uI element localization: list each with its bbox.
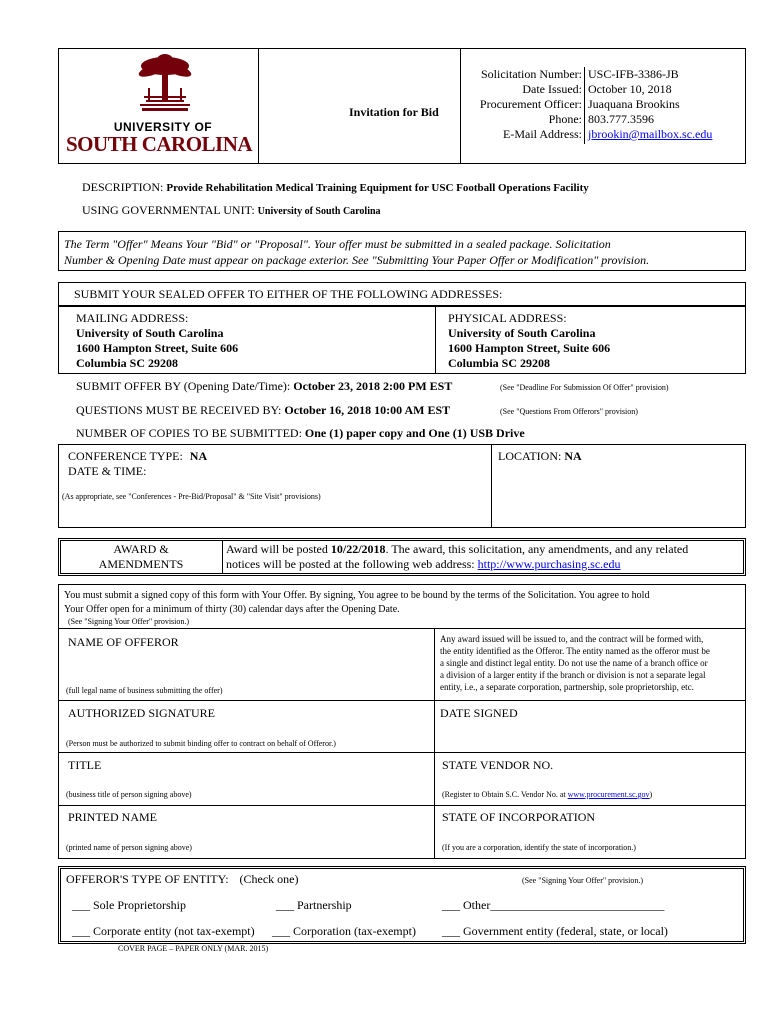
term-note bbox=[64, 236, 649, 268]
phone-number: 803.777.3596 bbox=[588, 112, 654, 126]
header-divider-1 bbox=[258, 48, 259, 164]
grid-h4 bbox=[58, 805, 746, 806]
solicitation-info-values bbox=[588, 67, 712, 142]
conference-location bbox=[498, 449, 582, 464]
description bbox=[82, 180, 589, 195]
address-divider bbox=[435, 306, 436, 374]
solicitation-number: USC-IFB-3386-JB bbox=[588, 67, 679, 81]
procurement-link[interactable]: www.procurement.sc.gov bbox=[567, 790, 650, 799]
award-divider bbox=[222, 540, 223, 574]
purchasing-url-link[interactable]: http://www.purchasing.sc.edu bbox=[477, 557, 621, 571]
mailing-line3: Columbia SC 29208 bbox=[76, 356, 179, 370]
address-heading: SUBMIT YOUR SEALED OFFER TO EITHER OF THE FOLLOWING ADDRESSES: bbox=[74, 287, 503, 301]
entity-type-note: (See "Signing Your Offer" provision.) bbox=[522, 876, 644, 885]
copies-required bbox=[76, 426, 525, 441]
description-value: Provide Rehabilitation Medical Training Equipment for USC Football Operations Facility bbox=[166, 182, 589, 194]
governmental-unit bbox=[82, 203, 381, 218]
award-date: 10/22/2018 bbox=[330, 542, 386, 556]
procurement-officer: Juaquana Brookins bbox=[588, 97, 680, 111]
description-label: DESCRIPTION: bbox=[82, 180, 164, 194]
grid-h2 bbox=[58, 700, 746, 701]
questions-deadline bbox=[76, 403, 450, 418]
mailing-label: MAILING ADDRESS: bbox=[76, 311, 189, 325]
printed-name-label: PRINTED NAME bbox=[68, 810, 157, 824]
copies-value: One (1) paper copy and One (1) USB Drive bbox=[304, 426, 525, 440]
physical-line1: University of South Carolina bbox=[448, 326, 596, 340]
grid-v bbox=[434, 628, 435, 859]
doc-type: Invitation for Bid bbox=[349, 105, 439, 119]
offeror-note: (full legal name of business submitting the offer) bbox=[66, 686, 223, 695]
offeror-label: NAME OF OFFEROR bbox=[68, 635, 179, 649]
logo-south-carolina: SOUTH CAROLINA bbox=[65, 132, 253, 156]
date-issued-label: Date Issued: bbox=[522, 82, 582, 96]
signing-intro-line1: You must submit a signed copy of this form with Your Offer. By signing, You agree to be bound by the terms of the Solicitation. You agree to hold bbox=[64, 590, 650, 601]
conference-type-label: CONFERENCE TYPE: bbox=[68, 449, 183, 463]
physical-line3: Columbia SC 29208 bbox=[448, 356, 551, 370]
mailing-address bbox=[76, 311, 238, 371]
option-corporate-entity[interactable]: ___ Corporate entity (not tax-exempt) bbox=[72, 924, 255, 938]
location-label: LOCATION: bbox=[498, 449, 562, 463]
printed-name-note: (printed name of person signing above) bbox=[66, 843, 192, 852]
option-other[interactable]: ___ Other_____________________________ bbox=[442, 898, 665, 912]
signing-intro-line2: Your Offer open for a minimum of thirty (30) calendar days after the Opening Date. bbox=[64, 604, 400, 615]
submit-deadline bbox=[76, 379, 452, 394]
submit-value: October 23, 2018 2:00 PM EST bbox=[293, 379, 453, 393]
copies-label: NUMBER OF COPIES TO BE SUBMITTED: bbox=[76, 426, 302, 440]
award-entity-note: Any award issued will be issued to, and the contract will be formed with, the entity identified as the Offeror. The entity named as the offeror must be a single and distinct legal entity. Do not use the name of a branch office or a division of a larger entity if the branch or division is not a separate legal entity, i.e., a separate corporation, partnership, sole proprietorship, etc. bbox=[440, 634, 710, 692]
solicitation-info-labels bbox=[464, 67, 582, 142]
conference-info bbox=[68, 449, 207, 479]
option-government-entity[interactable]: ___ Government entity (federal, state, or local) bbox=[442, 924, 668, 938]
signing-intro-note: (See "Signing Your Offer" provision.) bbox=[68, 617, 190, 626]
questions-label: QUESTIONS MUST BE RECEIVED BY: bbox=[76, 403, 282, 417]
conference-divider bbox=[491, 444, 492, 528]
award-label-line2: AMENDMENTS bbox=[98, 557, 184, 571]
questions-note: (See "Questions From Offerors" provision) bbox=[500, 407, 638, 416]
unit-value: University of South Carolina bbox=[257, 206, 381, 217]
term-note-line1: The Term "Offer" Means Your "Bid" or "Proposal". Your offer must be submitted in a sealed package. Solicitation bbox=[64, 237, 611, 251]
location-value: NA bbox=[564, 449, 582, 463]
award-label bbox=[66, 542, 216, 572]
mailing-line2: 1600 Hampton Street, Suite 606 bbox=[76, 341, 239, 355]
info-divider bbox=[584, 67, 585, 144]
physical-line2: 1600 Hampton Street, Suite 606 bbox=[448, 341, 611, 355]
grid-h1 bbox=[58, 628, 746, 629]
footer-text: COVER PAGE – PAPER ONLY (MAR. 2015) bbox=[118, 944, 269, 953]
vendor-no-note: (Register to Obtain S.C. Vendor No. at www.procurement.sc.gov) bbox=[442, 790, 653, 799]
title-note: (business title of person signing above) bbox=[66, 790, 192, 799]
vendor-no-label: STATE VENDOR NO. bbox=[442, 758, 554, 772]
email-link[interactable]: jbrookin@mailbox.sc.edu bbox=[588, 127, 713, 141]
header-divider-2 bbox=[460, 48, 461, 164]
submit-label: SUBMIT OFFER BY (Opening Date/Time): bbox=[76, 379, 291, 393]
logo-university-of: UNIVERSITY OF bbox=[113, 120, 213, 134]
grid-h3 bbox=[58, 752, 746, 753]
solicitation-label: Solicitation Number: bbox=[481, 67, 582, 81]
phone-label: Phone: bbox=[548, 112, 582, 126]
title-label: TITLE bbox=[68, 758, 102, 772]
date-signed-label: DATE SIGNED bbox=[440, 706, 518, 720]
conference-type-value: NA bbox=[189, 449, 208, 463]
entity-type-label: OFFEROR'S TYPE OF ENTITY: bbox=[66, 872, 229, 886]
incorporation-note: (If you are a corporation, identify the state of incorporation.) bbox=[442, 843, 636, 852]
authorized-signature-label: AUTHORIZED SIGNATURE bbox=[68, 706, 215, 720]
entity-type-heading bbox=[66, 872, 299, 887]
conference-type bbox=[68, 449, 207, 464]
mailing-line1: University of South Carolina bbox=[76, 326, 224, 340]
conference-datetime-label: DATE & TIME: bbox=[68, 464, 147, 478]
award-text: Award will be posted 10/22/2018. The award, this solicitation, any amendments, and any related notices will be posted at the following web address: http://www.purchasing.sc.edu bbox=[226, 542, 689, 571]
award-label-line1: AWARD & bbox=[113, 542, 169, 556]
officer-label: Procurement Officer: bbox=[479, 97, 582, 111]
incorporation-label: STATE OF INCORPORATION bbox=[442, 810, 596, 824]
signing-intro bbox=[64, 589, 649, 617]
palmetto-tree-icon bbox=[130, 52, 200, 114]
option-corporation-tax-exempt[interactable]: ___ Corporation (tax-exempt) bbox=[272, 924, 416, 938]
questions-value: October 16, 2018 10:00 AM EST bbox=[284, 403, 451, 417]
usc-logo bbox=[60, 52, 256, 162]
unit-label: USING GOVERNMENTAL UNIT: bbox=[82, 203, 255, 217]
physical-address bbox=[448, 311, 610, 371]
date-issued: October 10, 2018 bbox=[588, 82, 672, 96]
entity-check-one: (Check one) bbox=[239, 872, 299, 886]
term-note-line2: Number & Opening Date must appear on package exterior. See "Submitting Your Paper Offer or Modification" provision. bbox=[64, 253, 650, 267]
physical-label: PHYSICAL ADDRESS: bbox=[448, 311, 567, 325]
conference-note: (As appropriate, see "Conferences - Pre-Bid/Proposal" & "Site Visit" provisions) bbox=[62, 492, 321, 501]
submit-note: (See "Deadline For Submission Of Offer" provision) bbox=[500, 383, 669, 392]
option-sole-proprietorship[interactable]: ___ Sole Proprietorship bbox=[72, 898, 186, 912]
option-partnership[interactable]: ___ Partnership bbox=[276, 898, 352, 912]
email-label: E-Mail Address: bbox=[503, 127, 582, 141]
authorized-signature-note: (Person must be authorized to submit binding offer to contract on behalf of Offeror.) bbox=[66, 739, 336, 748]
